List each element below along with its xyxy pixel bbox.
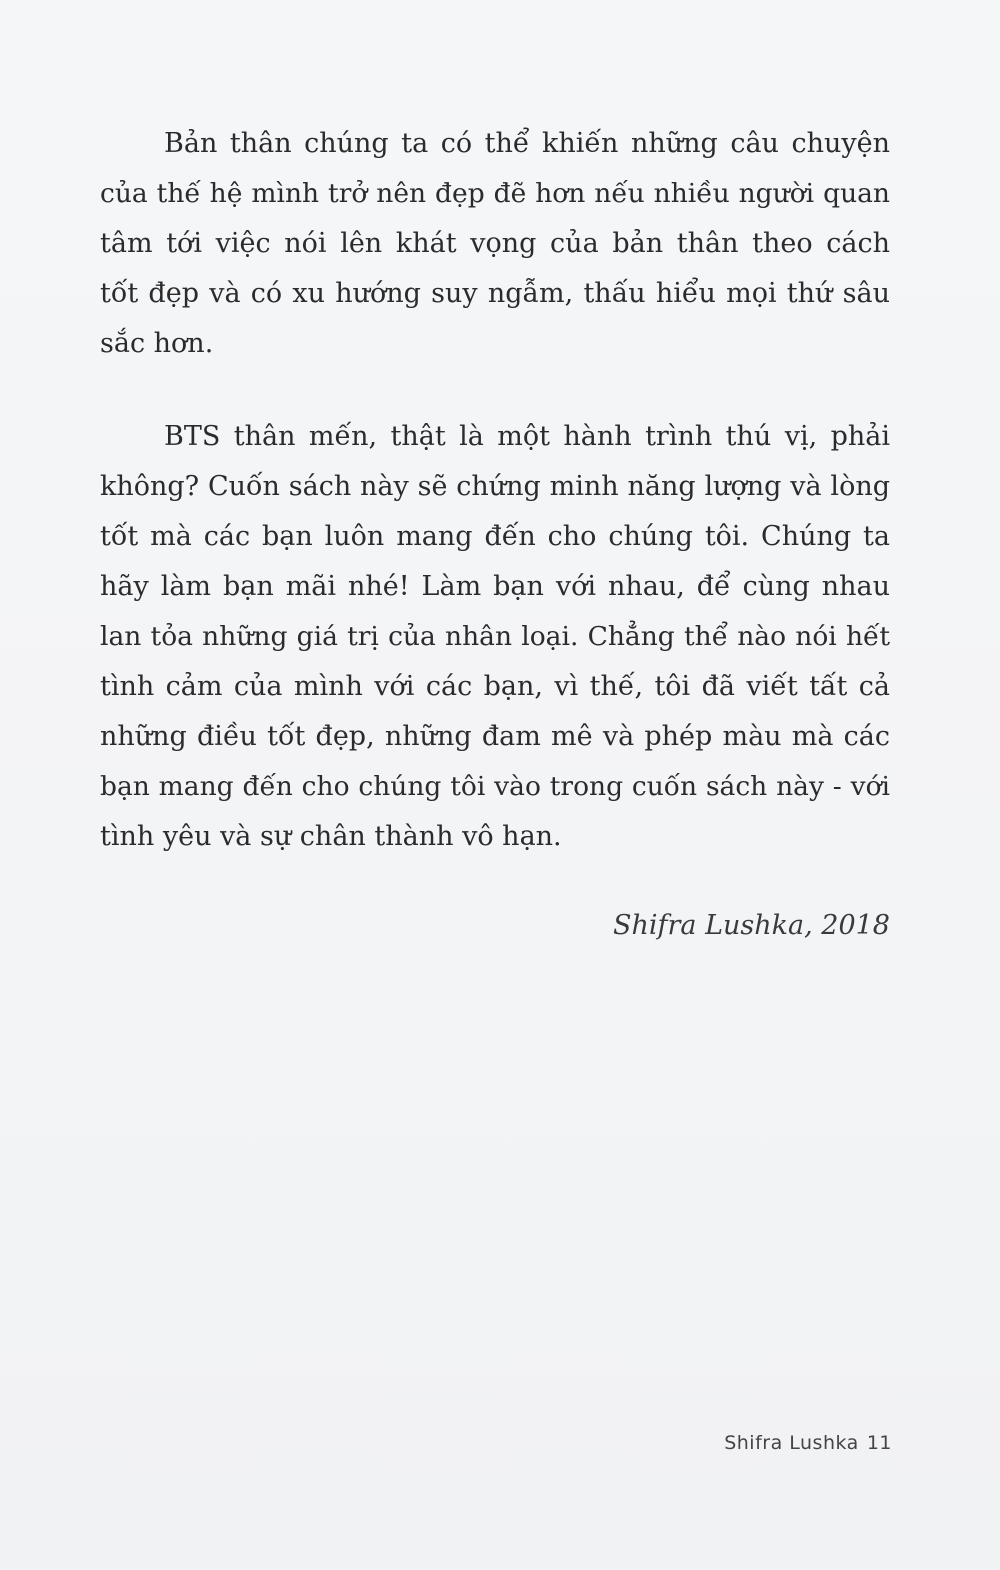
signature: Shifra Lushka, 2018 xyxy=(612,910,890,941)
paragraph-line: hãy làm bạn mãi nhé! Làm bạn với nhau, để cùng nhau xyxy=(100,571,890,602)
paragraph-line: Bản thân chúng ta có thể khiến những câu chuyện xyxy=(164,128,890,159)
paragraph-line: lan tỏa những giá trị của nhân loại. Chẳng thể nào nói hết xyxy=(100,621,890,652)
paragraph-line: tốt mà các bạn luôn mang đến cho chúng tôi. Chúng ta xyxy=(100,521,890,552)
paragraph-line: không? Cuốn sách này sẽ chứng minh năng lượng và lòng xyxy=(100,471,890,502)
paragraph-line: của thế hệ mình trở nên đẹp đẽ hơn nếu nhiều người quan xyxy=(100,178,890,209)
page-number: 11 xyxy=(866,1432,892,1454)
paragraph-line: BTS thân mến, thật là một hành trình thú vị, phải xyxy=(164,421,890,452)
paragraph-line: sắc hơn. xyxy=(100,328,214,359)
footer-author: Shifra Lushka xyxy=(724,1432,859,1454)
page-footer xyxy=(724,1432,892,1454)
paragraph-line: tình yêu và sự chân thành vô hạn. xyxy=(100,821,562,852)
paragraph-line: tình cảm của mình với các bạn, vì thế, tôi đã viết tất cả xyxy=(100,671,890,702)
paragraph-line: tốt đẹp và có xu hướng suy ngẫm, thấu hiểu mọi thứ sâu xyxy=(100,278,890,309)
paragraph-line: tâm tới việc nói lên khát vọng của bản thân theo cách xyxy=(100,228,890,259)
paragraph-line: những điều tốt đẹp, những đam mê và phép màu mà các xyxy=(100,721,890,752)
paragraph-line: bạn mang đến cho chúng tôi vào trong cuốn sách này - với xyxy=(100,771,890,802)
